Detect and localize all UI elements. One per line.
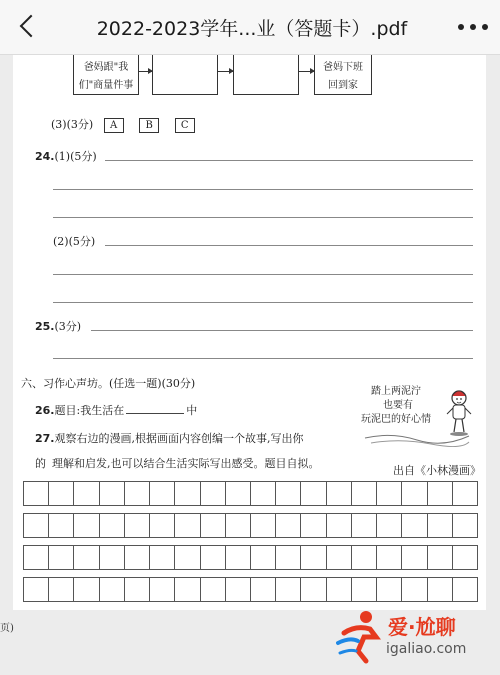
grid-cell[interactable]: [175, 513, 200, 538]
flow-box-4: [314, 55, 372, 95]
q27-line2-prefix: 的: [35, 457, 46, 470]
grid-cell[interactable]: [125, 513, 150, 538]
grid-cell[interactable]: [49, 577, 74, 602]
q25-label: (3分): [54, 320, 82, 333]
answer-line[interactable]: [91, 330, 473, 331]
grid-cell[interactable]: [377, 545, 402, 570]
grid-cell[interactable]: [301, 513, 326, 538]
q26-prefix: 题目:我生活在: [54, 404, 125, 417]
answer-line[interactable]: [53, 217, 473, 218]
q27-number: 27.: [35, 432, 55, 445]
grid-cell[interactable]: [453, 545, 478, 570]
top-bar: [0, 0, 500, 55]
answer-line[interactable]: [105, 245, 473, 246]
grid-cell[interactable]: [453, 577, 478, 602]
choice-a-box[interactable]: A: [104, 118, 124, 133]
cartoon-text-line1: 踏上两泥泞: [371, 386, 421, 397]
grid-row: [23, 545, 478, 570]
q24-part2: [53, 233, 95, 249]
grid-cell[interactable]: [226, 545, 251, 570]
cartoon-caption: 出自《小林漫画》: [393, 464, 481, 477]
q24-part1-label: (1)(5分): [54, 150, 97, 163]
grid-cell[interactable]: [125, 481, 150, 506]
grid-cell[interactable]: [226, 513, 251, 538]
q25-number: 25.: [35, 320, 55, 333]
grid-cell[interactable]: [453, 481, 478, 506]
site-watermark: [336, 605, 496, 665]
grid-cell[interactable]: [23, 545, 49, 570]
grid-cell[interactable]: [49, 545, 74, 570]
q26-suffix: 中: [186, 404, 198, 417]
q27-text-line1: 观察右边的漫画,根据画面内容创编一个故事,写出你: [54, 432, 304, 445]
grid-cell[interactable]: [428, 513, 453, 538]
section-heading: 六、习作心声坊。(任选一题)(30分): [21, 377, 196, 390]
grid-cell[interactable]: [251, 577, 276, 602]
grid-cell[interactable]: [352, 513, 377, 538]
grid-cell[interactable]: [327, 577, 352, 602]
flow-box-4-line2: 回到家: [328, 80, 358, 91]
flow-arrow: [218, 71, 233, 72]
grid-cell[interactable]: [100, 545, 125, 570]
grid-cell[interactable]: [100, 481, 125, 506]
grid-cell[interactable]: [150, 545, 175, 570]
cartoon-text-line2: 也要有: [383, 400, 413, 411]
flow-box-4-line1: 爸妈下班: [323, 62, 363, 73]
grid-cell[interactable]: [100, 513, 125, 538]
q24-part2-label: (2)(5分): [53, 235, 96, 248]
more-dot-icon: [482, 24, 488, 30]
answer-line[interactable]: [53, 302, 473, 303]
answer-line[interactable]: [53, 358, 473, 359]
grid-row: [23, 577, 478, 602]
grid-cell[interactable]: [428, 577, 453, 602]
document-title: 2022-2023学年...业（答题卡）.pdf: [96, 18, 408, 40]
grid-cell[interactable]: [100, 577, 125, 602]
grid-row: [23, 481, 478, 506]
grid-cell[interactable]: [150, 577, 175, 602]
q25: [35, 318, 81, 334]
grid-cell[interactable]: [23, 513, 49, 538]
grid-cell[interactable]: [428, 481, 453, 506]
grid-cell[interactable]: [49, 481, 74, 506]
back-button[interactable]: [14, 12, 40, 42]
answer-line[interactable]: [105, 160, 473, 161]
q26-number: 26.: [35, 404, 55, 417]
choice-c-box[interactable]: C: [175, 118, 195, 133]
more-dot-icon: [458, 24, 464, 30]
grid-cell[interactable]: [402, 481, 427, 506]
grid-cell[interactable]: [352, 577, 377, 602]
pdf-page[interactable]: [13, 55, 486, 610]
grid-cell[interactable]: [74, 577, 99, 602]
grid-cell[interactable]: [402, 513, 427, 538]
grid-cell[interactable]: [150, 481, 175, 506]
grid-cell[interactable]: [301, 577, 326, 602]
grid-cell[interactable]: [377, 513, 402, 538]
flow-arrow: [139, 71, 152, 72]
grid-cell[interactable]: [352, 545, 377, 570]
q23-part3-label: (3)(3分): [51, 118, 94, 131]
q24-part1: [35, 148, 97, 164]
grid-cell[interactable]: [301, 545, 326, 570]
grid-cell[interactable]: [428, 545, 453, 570]
grid-cell[interactable]: [276, 481, 301, 506]
grid-cell[interactable]: [377, 481, 402, 506]
grid-cell[interactable]: [402, 545, 427, 570]
grid-cell[interactable]: [301, 481, 326, 506]
answer-line[interactable]: [53, 274, 473, 275]
grid-cell[interactable]: [453, 513, 478, 538]
q24-number: 24.: [35, 150, 55, 163]
grid-cell[interactable]: [74, 481, 99, 506]
grid-cell[interactable]: [125, 545, 150, 570]
page-footer-note: 页): [0, 623, 14, 634]
q26-blank[interactable]: [126, 403, 184, 414]
grid-cell[interactable]: [352, 481, 377, 506]
flow-box-2: [152, 55, 218, 95]
grid-cell[interactable]: [74, 545, 99, 570]
grid-cell[interactable]: [276, 577, 301, 602]
grid-cell[interactable]: [276, 545, 301, 570]
grid-cell[interactable]: [175, 481, 200, 506]
more-options-button[interactable]: [458, 18, 488, 36]
flow-box-1-line1: 爸妈跟"我: [83, 62, 129, 73]
watermark-domain: igaliao.com: [386, 641, 467, 657]
grid-cell[interactable]: [377, 577, 402, 602]
grid-cell[interactable]: [276, 513, 301, 538]
flow-box-1: [73, 55, 139, 95]
grid-cell[interactable]: [201, 513, 226, 538]
more-dot-icon: [470, 24, 476, 30]
q23-part3: [51, 116, 195, 133]
q27-text-line2: 理解和启发,也可以结合生活实际写出感受。题目自拟。: [52, 457, 320, 470]
flow-box-3: [233, 55, 299, 95]
grid-cell[interactable]: [23, 577, 49, 602]
watermark-brand: 爱·尬聊: [388, 615, 456, 639]
grid-cell[interactable]: [49, 513, 74, 538]
child-in-mud-icon: [361, 380, 473, 450]
grid-cell[interactable]: [201, 577, 226, 602]
flow-box-1-line2: 们"商量件事: [78, 80, 134, 91]
grid-cell[interactable]: [201, 545, 226, 570]
grid-cell[interactable]: [327, 545, 352, 570]
q26: [35, 402, 197, 418]
grid-cell[interactable]: [226, 577, 251, 602]
grid-cell[interactable]: [251, 545, 276, 570]
answer-line[interactable]: [53, 189, 473, 190]
composition-grid[interactable]: [23, 481, 478, 603]
running-figure-logo-icon: [336, 607, 386, 665]
grid-cell[interactable]: [74, 513, 99, 538]
grid-cell[interactable]: [402, 577, 427, 602]
grid-cell[interactable]: [23, 481, 49, 506]
grid-cell[interactable]: [125, 577, 150, 602]
grid-cell[interactable]: [150, 513, 175, 538]
grid-cell[interactable]: [226, 481, 251, 506]
grid-cell[interactable]: [251, 481, 276, 506]
grid-cell[interactable]: [201, 481, 226, 506]
grid-cell[interactable]: [327, 481, 352, 506]
grid-cell[interactable]: [251, 513, 276, 538]
flow-arrow: [299, 71, 314, 72]
q27-line1: [35, 430, 304, 446]
q27-line2: [35, 455, 320, 471]
grid-cell[interactable]: [175, 577, 200, 602]
cartoon-text-line3: 玩泥巴的好心情: [361, 414, 431, 425]
grid-row: [23, 513, 478, 538]
grid-cell[interactable]: [327, 513, 352, 538]
choice-b-box[interactable]: B: [139, 118, 159, 133]
grid-cell[interactable]: [175, 545, 200, 570]
